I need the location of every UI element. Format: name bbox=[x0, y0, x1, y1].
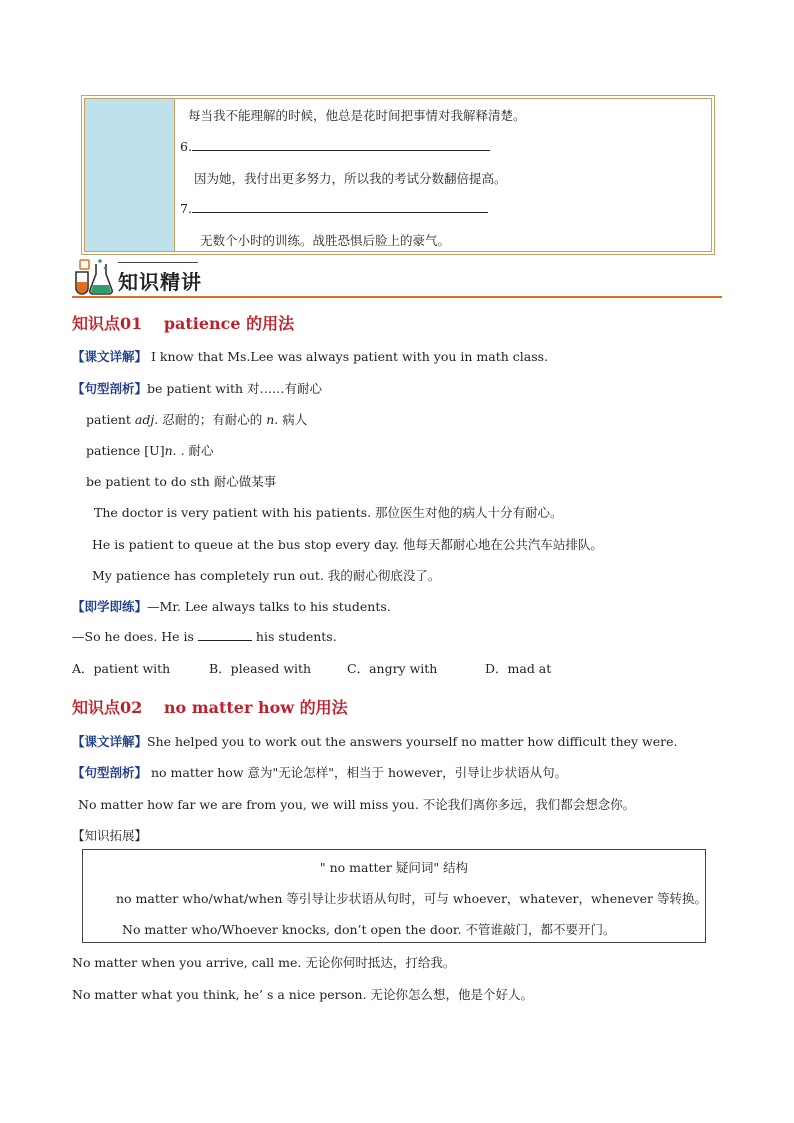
kp2-extension-tag: 【知识拓展】 bbox=[72, 828, 148, 843]
kp2-text-tag: 【课文详解】 bbox=[72, 734, 148, 749]
kp1-example-1: The doctor is very patient with his patients. 那位医生对他的病人十分有耐心。 bbox=[94, 505, 563, 520]
kp2-pattern: no matter how 意为"无论怎样"，相当于 however，引导让步状语从句。 bbox=[147, 765, 568, 780]
kp1-practice-q1: —Mr. Lee always talks to his students. bbox=[147, 599, 391, 614]
extension-box-title: " no matter 疑问词" 结构 bbox=[319, 860, 469, 875]
practice-q2-start: —So he does. He is bbox=[72, 629, 198, 644]
option-c[interactable]: C．angry with bbox=[347, 661, 438, 676]
table-line-3: 无数个小时的训练。战胜恐惧后脸上的豪气。 bbox=[200, 233, 451, 248]
extension-box-line-2: No matter who/Whoever knocks, don’t open the door. 不管谁敲门，都不要开门。 bbox=[122, 922, 616, 937]
kp1-example-3: My patience has completely run out. 我的耐心彻底没了。 bbox=[92, 568, 441, 583]
def-pos: adj. bbox=[134, 412, 159, 427]
kp2-example: No matter how far we are from you, we will miss you. 不论我们离你多远，我们都会想念你。 bbox=[78, 797, 636, 812]
kp1-pattern-row bbox=[72, 379, 322, 397]
kp1-def-phrase: be patient to do sth 耐心做某事 bbox=[86, 474, 277, 489]
option-b[interactable]: B．pleased with bbox=[209, 661, 312, 676]
question-6-number: 6. bbox=[180, 139, 192, 154]
kp1-text-tag: 【课文详解】 bbox=[72, 349, 148, 364]
practice-answer-blank[interactable] bbox=[198, 628, 252, 641]
kp2-pattern-row bbox=[72, 763, 567, 781]
kp2-text-row bbox=[72, 732, 678, 750]
extension-box-line-1: no matter who/what/when 等引导让步状语从句时，可与 whoever，whatever，whenever 等转换。 bbox=[116, 891, 707, 906]
kp1-def-patient bbox=[86, 410, 307, 428]
answer-blank-7[interactable] bbox=[192, 200, 488, 213]
answer-blank-6[interactable] bbox=[192, 138, 490, 151]
def-word: patience [U] bbox=[86, 443, 165, 458]
kp2-text: She helped you to work out the answers yourself no matter how difficult they were. bbox=[147, 734, 678, 749]
kp1-example-2: He is patient to queue at the bus stop every day. 他每天都耐心地在公共汽车站排队。 bbox=[92, 537, 603, 552]
kp2-pattern-tag: 【句型剖析】 bbox=[72, 765, 148, 780]
section-title-overline bbox=[118, 262, 198, 263]
kp2-after-example-1: No matter when you arrive, call me. 无论你何时抵达，打给我。 bbox=[72, 955, 456, 970]
kp1-text: I know that Ms.Lee was always patient with you in math class. bbox=[147, 349, 548, 364]
def-pos: n. bbox=[164, 443, 177, 458]
kp2-title: 知识点02 no matter how 的用法 bbox=[72, 698, 348, 717]
def-meaning: 忍耐的；有耐心的 bbox=[158, 412, 267, 427]
table-line-1: 每当我不能理解的时候，他总是花时间把事情对我解释清楚。 bbox=[188, 108, 526, 123]
kp1-pattern-tag: 【句型剖析】 bbox=[72, 381, 148, 396]
def-meaning-2: 病人 bbox=[278, 412, 308, 427]
flask-icon bbox=[72, 258, 116, 296]
question-6 bbox=[180, 138, 490, 154]
option-a[interactable]: A．patient with bbox=[72, 661, 171, 676]
kp1-practice-row bbox=[72, 597, 391, 615]
option-d[interactable]: D．mad at bbox=[485, 661, 552, 676]
question-7-number: 7. bbox=[180, 201, 192, 216]
def-word: patient bbox=[86, 412, 135, 427]
kp1-text-row bbox=[72, 347, 548, 365]
kp1-practice-q2 bbox=[72, 628, 337, 644]
kp1-def-patience bbox=[86, 441, 214, 459]
kp1-practice-tag: 【即学即练】 bbox=[72, 599, 148, 614]
practice-q2-end: his students. bbox=[251, 629, 337, 644]
section-title: 知识精讲 bbox=[118, 270, 202, 294]
def-meaning: . 耐心 bbox=[176, 443, 214, 458]
def-pos-2: n. bbox=[266, 412, 279, 427]
question-7 bbox=[180, 200, 488, 216]
table-label-cell bbox=[85, 99, 175, 251]
kp1-title: 知识点01 patience 的用法 bbox=[72, 314, 295, 333]
section-divider bbox=[72, 296, 722, 298]
kp1-pattern: be patient with 对……有耐心 bbox=[147, 381, 323, 396]
kp2-after-example-2: No matter what you think, he’ s a nice person. 无论你怎么想，他是个好人。 bbox=[72, 987, 534, 1002]
table-line-2: 因为她，我付出更多努力，所以我的考试分数翻倍提高。 bbox=[194, 171, 507, 186]
